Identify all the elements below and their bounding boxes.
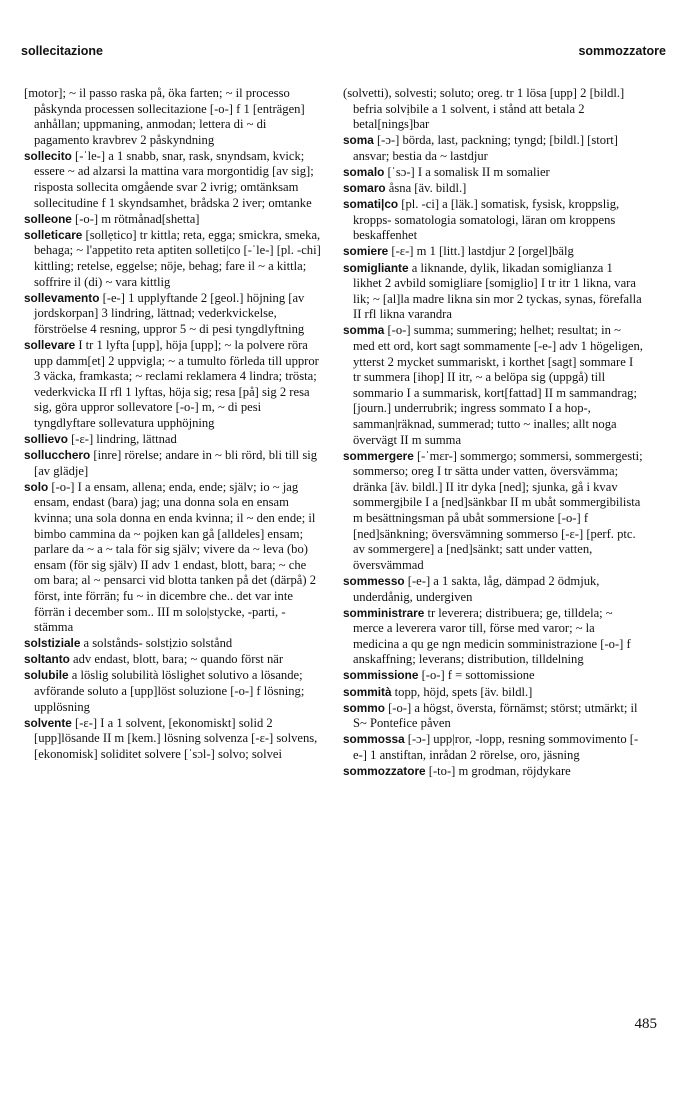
entry-body: [pl. -ci] a [läk.] somatisk, fysisk, kroppslig, kropps- somatologia somatologi, läran om kroppens beskaffenhet	[353, 197, 620, 243]
dictionary-entry	[343, 606, 643, 668]
header-left-guideword: sollecitazione	[21, 44, 103, 58]
entry-body: [-o-] m rötmånad[shetta]	[75, 211, 200, 226]
entry-headword: solo	[24, 479, 49, 494]
entry-body: a solstånds- solstịzio solstånd	[83, 636, 233, 651]
dictionary-entry	[24, 636, 324, 652]
dictionary-entry	[24, 338, 324, 432]
dictionary-entry	[343, 244, 643, 260]
entry-headword: sommesso	[343, 573, 405, 588]
entry-headword: sollevamento	[24, 290, 100, 305]
entry-headword: soma	[343, 133, 374, 148]
entry-body: I tr 1 lyfta [upp], höja [upp]; ~ la polvere röra upp damm[et] 2 uppvigla; ~ a tumulto förleda till uppror 3 väcka, framkasta; ~ reclami reklamera 4 lindra; trösta; vederkvicka II rfl 1 lyftas, höja sig; resa [på] sig 2 resa sig, göra uppror sollevatore [-o-] m, ~ di pesi tyngdlyftare sollevatura upphöjning	[34, 338, 319, 430]
entry-body: [motor]; ~ il passo raska på, öka farten; ~ il processo påskynda processen sollecitazione [-o-] f 1 [enträgen] anhållan; uppmaning, anmodan; lettera di ~ di pagamento kravbrev 2 påskyndning	[24, 86, 305, 147]
entry-headword: somati|co	[343, 197, 399, 212]
entry-body: tr leverera; distribuera; ge, tilldela; ~ merce a leverera varor till, förse med varor; ~ la medicina a qu ge ngn medicin somministrazione [-o-] f anskaffning; leverans; distribution, tilldelning	[353, 605, 631, 667]
entry-body: a liknande, dylik, likadan somiglianza 1 likhet 2 avbild somigliare [somịglio] I tr itr 1 likna, vara lik; ~ [al]la madre likna sin mor 2 tyckas, synas, förefalla II rfl likna varandra	[353, 260, 642, 322]
dictionary-entry	[24, 668, 324, 715]
entry-body: [-e-] a 1 sakta, låg, dämpad 2 ödmjuk, underdånig, undergiven	[353, 573, 600, 604]
right-column	[343, 86, 643, 780]
entry-headword: somministrare	[343, 605, 425, 620]
dictionary-entry	[343, 764, 643, 780]
dictionary-entry	[343, 574, 643, 605]
dictionary-entry	[343, 86, 643, 133]
entry-body: adv endast, blott, bara; ~ quando först när	[73, 652, 284, 667]
dictionary-entry	[343, 181, 643, 197]
entry-headword: somalo	[343, 164, 385, 179]
entry-headword: sollecito	[24, 148, 72, 163]
dictionary-entry	[343, 685, 643, 701]
entry-body: [inre] rörelse; andare in ~ bli rörd, bli till sig [av glädje]	[34, 448, 318, 478]
entry-headword: sommissione	[343, 668, 419, 683]
entry-headword: solleone	[24, 211, 72, 226]
entry-body: [-ε-] I a 1 solvent, [ekonomiskt] solid 2 [upp]lösande II m [kem.] lösning solvenza [-ε-] solvens, [ekonomisk] soliditet solvere [ˈsɔl-] solvo; solvei	[34, 715, 318, 761]
entry-body: [-ɔ-] börda, last, packning; tyngd; [bildl.] [stort] ansvar; bestia da ~ lastdjur	[353, 133, 618, 163]
entry-body: (solvetti), solvesti; soluto; oreg. tr 1 lösa [upp] 2 [bildl.] befria solvịbile a 1 solvent, i stånd att betala 2 betal[nings]bar	[343, 86, 625, 132]
dictionary-entry	[343, 261, 643, 323]
dictionary-entry	[24, 480, 324, 636]
entry-body: [-ε-] m 1 [litt.] lastdjur 2 [orgel]bälg	[391, 244, 574, 259]
entry-headword: sollevare	[24, 338, 76, 352]
entry-body: [sollẹtico] tr kittla; reta, egga; smickra, smeka, behaga; ~ l'appetito reta aptiten solleti|co [-ˈle-] [pl. -chi] kittling; retelse, eggelse; nöje, behag; fare il ~ a kittla; soffrire il (di) ~ vara kittlig	[34, 227, 321, 289]
dictionary-entry	[343, 197, 643, 244]
page-number: 485	[634, 1016, 657, 1032]
entry-headword: sommità	[343, 684, 392, 699]
entry-body: [-e-] 1 upplyftande 2 [geol.] höjning [av jordskorpan] 3 lindring, lättnad; vederkvickelse, förströelse 4 resning, uppror 5 ~ di pesi tyngdlyftning	[34, 290, 305, 336]
entry-headword: sommossa	[343, 732, 405, 747]
entry-body: [-ˈle-] a 1 snabb, snar, rask, snyndsam, kvick; essere ~ ad alzarsi la mattina vara morgontidig [av sig]; risposta sollecita omgående svar 2 ivrig; omtänksam sollecitudine f 1 skyndsamhet, brådska 2 iver; omtanke	[34, 148, 314, 210]
dictionary-entry	[343, 732, 643, 763]
page-header	[21, 44, 666, 58]
entry-headword: somigliante	[343, 260, 409, 275]
dictionary-entry	[343, 165, 643, 181]
entry-body: åsna [äv. bildl.]	[388, 181, 467, 196]
entry-headword: solvente	[24, 715, 72, 730]
entry-body: [-o-] summa; summering; helhet; resultat; in ~ med ett ord, kort sagt sommamente [-e-] adv 1 högeligen, ytterst 2 mycket summariskt, i korthet [sagt] sommare I tr summera [ihop] II itr, ~ a belöpa sig (uppgå) till sommario I a summarisk, kort[fattad] II m sammandrag; [journ.] underrubrik; ingress sommato I a hop-, samman|räknad, summerad; tutto ~ inalles; allt noga övervägt II m summa	[353, 323, 643, 447]
entry-headword: sollievo	[24, 432, 68, 447]
dictionary-entry	[24, 86, 324, 148]
left-column	[24, 86, 324, 763]
dictionary-entry	[343, 449, 643, 574]
dictionary-entry	[24, 228, 324, 290]
entry-headword: soltanto	[24, 652, 70, 667]
entry-body: [-ɔ-] upp|ror, -lopp, resning sommovimento [-e-] 1 anstiftan, inrådan 2 rörelse, oro, jäsning	[353, 732, 639, 762]
dictionary-entry	[24, 716, 324, 763]
entry-headword: solleticare	[24, 227, 83, 242]
dictionary-entry	[24, 149, 324, 211]
entry-headword: sollucchero	[24, 448, 91, 463]
entry-body: [-o-] a högst, översta, förnämst; störst; utmärkt; il S~ Pontefice påven	[353, 700, 638, 731]
entry-headword: sommozzatore	[343, 764, 426, 779]
entry-headword: somma	[343, 323, 385, 338]
entry-body: [-o-] I a ensam, allena; enda, ende; själv; io ~ jag ensam, endast (bara) jag; una donna sola en ensam kvinna; una sola donna en enda kvinna; il ~ den ende; il bimbo cammina da ~ pojken kan gå [alldeles] ensam; parlare da ~ a ~ tala för sig själv; vivere da ~ leva (bo) ensam (för sig själv) II adv 1 endast, blott, bara; ~ che om bara; al ~ pensarci vid blotta tanken på det (därpå) 2 först, inte förrän; fu ~ in dicembre che.. det var inte förrän i december som.. III m solo|stycke, -parti, -stämma	[34, 479, 317, 635]
entry-body: [-ˈmεr-] sommergo; sommersi, sommergesti; sommerso; oreg I tr sätta under vatten, översvämma; dränka [äv. bildl.] II itr dyka [ned]; sjunka, gå i kvav sommergịbile I a [ned]sänkbar II m ubåt sommergibilista m besättningsman på ubåt sommersione [-o-] f [ned]sänkning; översvämning sommerso [-ε-] [perf. ptc. av sommergere] a [ned]sänkt; satt under vatten, översvämmad	[353, 448, 643, 572]
entry-headword: somaro	[343, 181, 386, 196]
entry-body: [-to-] m grodman, röjdykare	[428, 764, 571, 779]
dictionary-entry	[24, 652, 324, 668]
dictionary-entry	[24, 212, 324, 228]
entry-body: [-ε-] lindring, lättnad	[71, 432, 177, 447]
entry-headword: somiere	[343, 244, 389, 259]
entry-body: topp, höjd, spets [äv. bildl.]	[394, 684, 533, 699]
dictionary-entry	[343, 133, 643, 164]
entry-body: [-o-] f = sottomissione	[421, 668, 535, 683]
dictionary-entry	[343, 668, 643, 684]
dictionary-entry	[24, 291, 324, 338]
entry-body: [ˈsɔ-] I a somalisk II m somalier	[387, 164, 550, 179]
dictionary-entry	[24, 432, 324, 448]
entry-body: a löslig solubilità löslighet solutivo a lösande; avförande soluto a [upp]löst soluzione [-o-] f lösning; upplösning	[34, 668, 305, 714]
entry-headword: sommergere	[343, 448, 414, 463]
entry-headword: solstiziale	[24, 636, 81, 651]
header-right-guideword: sommozzatore	[578, 44, 666, 58]
dictionary-entry	[343, 701, 643, 732]
entry-headword: sommo	[343, 700, 385, 715]
dictionary-entry	[24, 448, 324, 479]
dictionary-entry	[343, 323, 643, 448]
entry-headword: solubile	[24, 668, 69, 683]
